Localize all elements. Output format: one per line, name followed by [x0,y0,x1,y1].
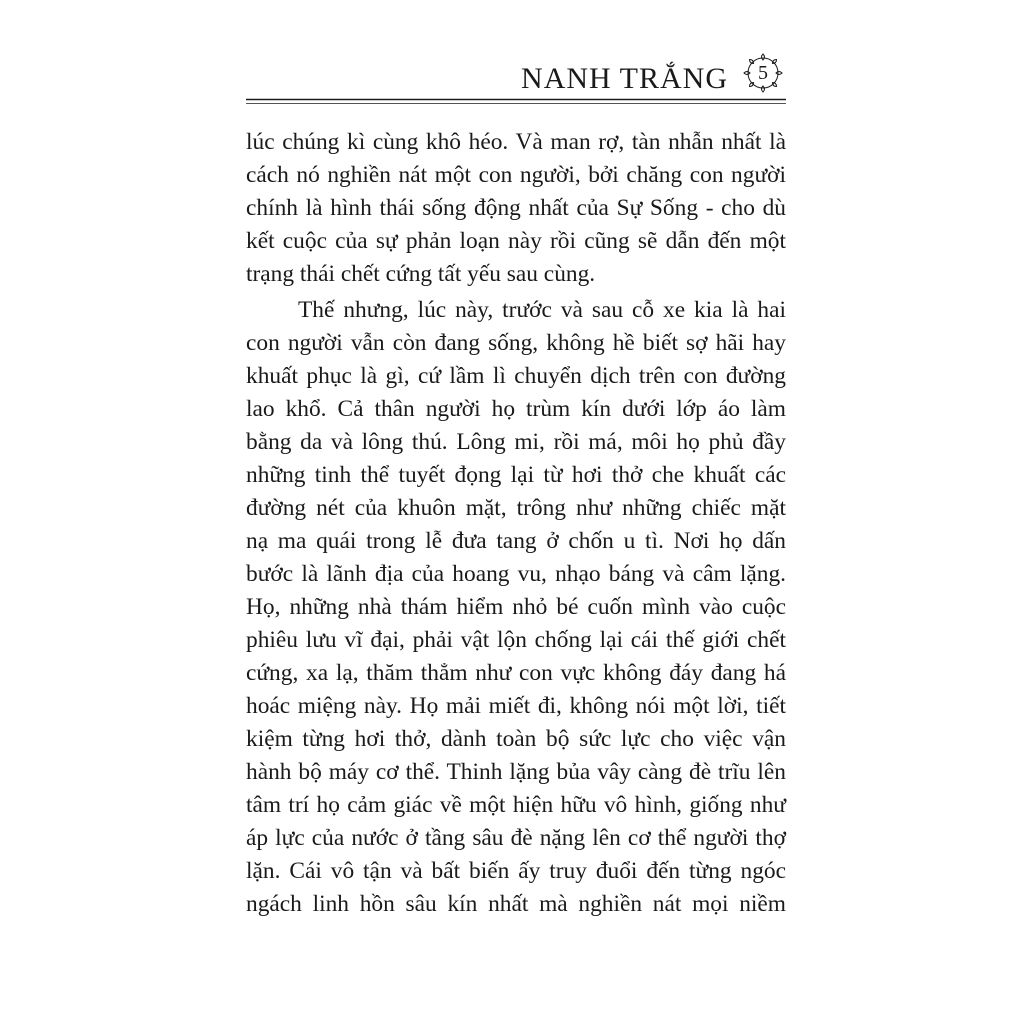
book-title: NANH TRẮNG [521,62,728,95]
text-line: Thế nhưng, lúc này, trước và sau cỗ xe kia là hai [298,297,786,323]
text-line: tâm trí họ cảm giác về một hiện hữu vô hình, giống như [246,792,786,818]
running-header [246,46,786,106]
text-line: kiệm từng hơi thở, dành toàn bộ sức lực cho việc vận [246,726,786,752]
text-line: áp lực của nước ở tầng sâu đè nặng lên cơ thể người thợ [246,825,786,851]
page-number: 5 [758,62,768,84]
text-line: hoác miệng này. Họ mải miết đi, không nói một lời, tiết [246,693,786,719]
body-text [246,126,786,921]
header-rule [246,98,786,106]
text-line: chính là hình thái sống động nhất của Sự Sống - cho dù [246,195,786,221]
text-line: nạ ma quái trong lễ đưa tang ở chốn u tì. Nơi họ dấn [246,528,786,554]
text-line: cách nó nghiền nát một con người, bởi chăng con người [246,162,786,188]
text-line: con người vẫn còn đang sống, không hề biết sợ hãi hay [246,330,786,356]
text-line: hành bộ máy cơ thể. Thinh lặng bủa vây càng đè trĩu lên [246,759,786,785]
text-line: khuất phục là gì, cứ lầm lì chuyển dịch trên con đường [246,363,786,389]
text-line: bằng da và lông thú. Lông mi, rồi má, môi họ phủ đầy [246,429,786,455]
text-line: lúc chúng kì cùng khô héo. Và man rợ, tàn nhẫn nhất là [246,129,786,155]
text-line: cứng, xa lạ, thăm thẳm như con vực không đáy đang há [246,660,786,686]
text-line: kết cuộc của sự phản loạn này rồi cũng sẽ dẫn đến một [246,228,786,254]
text-line: Họ, những nhà thám hiểm nhỏ bé cuốn mình vào cuộc [246,594,786,620]
text-line: phiêu lưu vĩ đại, phải vật lộn chống lại cái thế giới chết [246,627,786,653]
text-line: trạng thái chết cứng tất yếu sau cùng. [246,261,596,287]
text-line: lao khổ. Cả thân người họ trùm kín dưới lớp áo làm [246,396,786,422]
text-line: những tinh thể tuyết đọng lại từ hơi thở che khuất các [246,462,786,488]
text-line: đường nét của khuôn mặt, trông như những chiếc mặt [246,495,786,521]
text-line: ngách linh hồn sâu kín nhất mà nghiền nát mọi niềm [246,891,786,917]
paragraph-1 [246,126,786,291]
text-line: bước là lãnh địa của hoang vu, nhạo báng và câm lặng. [246,561,786,587]
text-line: lặn. Cái vô tận và bất biến ấy truy đuổi đến từng ngóc [246,858,786,884]
paragraph-2 [246,294,786,921]
